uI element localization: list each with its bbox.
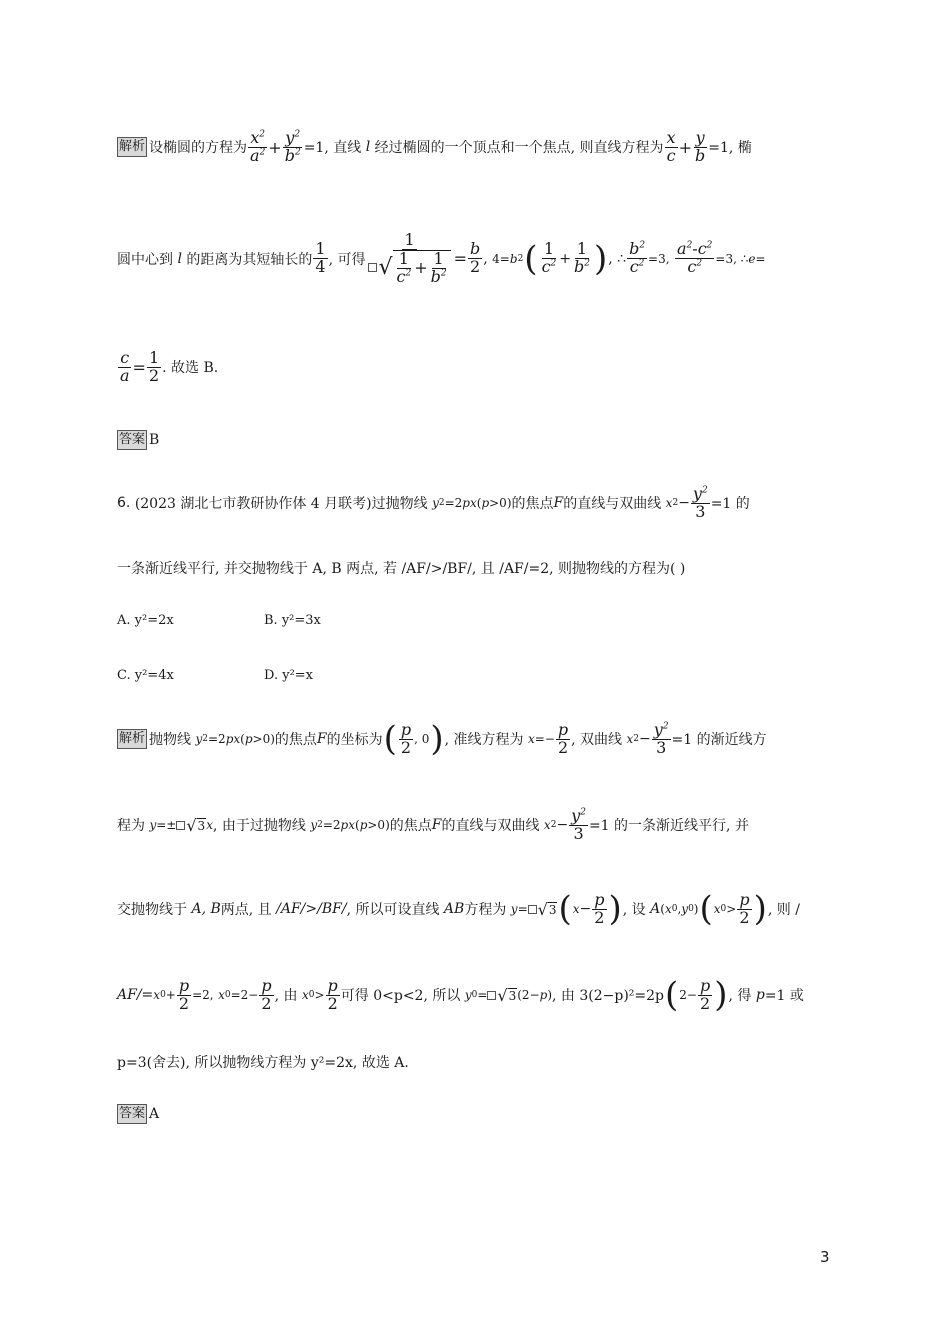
fraction: $\frac{y}{b}$ (694, 128, 706, 165)
sol5-line-3: $\frac{c}{a}$ = $\frac{1}{2}$ . 故选 B. (120, 348, 219, 385)
fraction: $\frac{x^2}{a^2}$ (250, 128, 266, 165)
analysis-tag: 解析 (117, 137, 147, 157)
option-d: D. y²=x (264, 668, 314, 683)
fraction: $\frac{1}{4}$ (315, 239, 326, 277)
sol6-line-4: AF/= x 0 + $\frac{p}{2}$ =2, x 0 =2− $\frac{p}{2}$ , 由 x 0 > $\frac{p}{2}$ 可得 0<p<2, 所以 y 0 = √ 3 (2− p ) , 由 3(2−p)²=2p ( 2− $\frac{p}{2}$ ) , 得 p =1 或 (117, 975, 804, 1016)
answer-5: 答案 B (119, 432, 160, 448)
fraction: $\frac{y^2}{b^2}$ (284, 128, 301, 165)
sol6-line-5: p=3(舍去), 所以抛物线方程为 y²=2x, 故选 A. (117, 1055, 409, 1071)
sol6-line-3: 交抛物线于 A, B 两点, 且 /AF/>/BF/ , 所以可设直线 AB 方程为 y = √ 3 ( x − $\frac{p}{2}$ ) , 设 A ( x 0 , y 0 ) ( x 0 > $\frac{p}{2}$ ) , 则 / (117, 889, 800, 930)
sol6-line-1: 解析 抛物线 y 2 =2 px ( p >0) 的焦点 F 的坐标为 ( $\frac{p}{2}$ , 0 ) , 准线方程为 x =− $\frac{p}{2}$ , 双曲线 x 2 − $\frac{y^2}{3}$ =1 的渐近线方 (119, 719, 767, 760)
sol5-line-1: 解析 设椭圆的方程为 $\frac{x^2}{a^2}$ + $\frac{y^2}{b^2}$ =1, 直线 l 经过椭圆的一个顶点和一个焦点, 则直线方程为 $\frac{x}{c}$ + $\frac{y}{b}$ =1, 椭 (119, 128, 752, 165)
option-b: B. y²=3x (264, 613, 321, 628)
answer-tag: 答案 (117, 1104, 147, 1124)
answer-6: 答案 A (119, 1106, 160, 1122)
fraction: $\frac{x}{c}$ (666, 128, 676, 165)
question-6-line-2: 一条渐近线平行, 并交抛物线于 A, B 两点, 若 /AF/>/BF/, 且 /AF/=2, 则抛物线的方程为( ) (117, 561, 686, 577)
option-c: C. y²=4x (117, 668, 174, 683)
answer-tag: 答案 (117, 430, 147, 450)
sol5-line-2: 圆中心到 l 的距离为其短轴长的 $\frac{1}{4}$ , 可得 1 √ $\frac{1}{c^2}$ + $\frac{1}{b^2}$ = $\frac{b}{2}$ , 4= b 2 ( $\frac{1}{c^2}$ + $\frac{1}{b^2}$ ) , ∴ $\frac{b^2}{c^2}$ =3, $\frac{a^2-c^2}{c^2}$ =3, ∴ e = (117, 230, 766, 286)
page-number: 3 (820, 1248, 830, 1266)
fraction: 1 √ $\frac{1}{c^2}$ + $\frac{1}{b^2}$ (366, 232, 452, 285)
question-6-line-1: 6. (2023 湖北七市教研协作体 4 月联考) 过抛物线 y 2 =2 px ( p >0) 的焦点 F 的直线与双曲线 x 2 − $\frac{y^2}{3}$ =1 的 (117, 484, 750, 521)
analysis-tag: 解析 (117, 729, 147, 749)
option-a: A. y²=2x (117, 613, 174, 628)
sol6-line-2: 程为 y =± √ 3 x , 由于过抛物线 y 2 =2 px ( p >0) 的焦点 F 的直线与双曲线 x 2 − $\frac{y^2}{3}$ =1 的一条渐近线平行, 并 (117, 806, 749, 843)
fraction: $\frac{b}{2}$ (470, 239, 481, 277)
